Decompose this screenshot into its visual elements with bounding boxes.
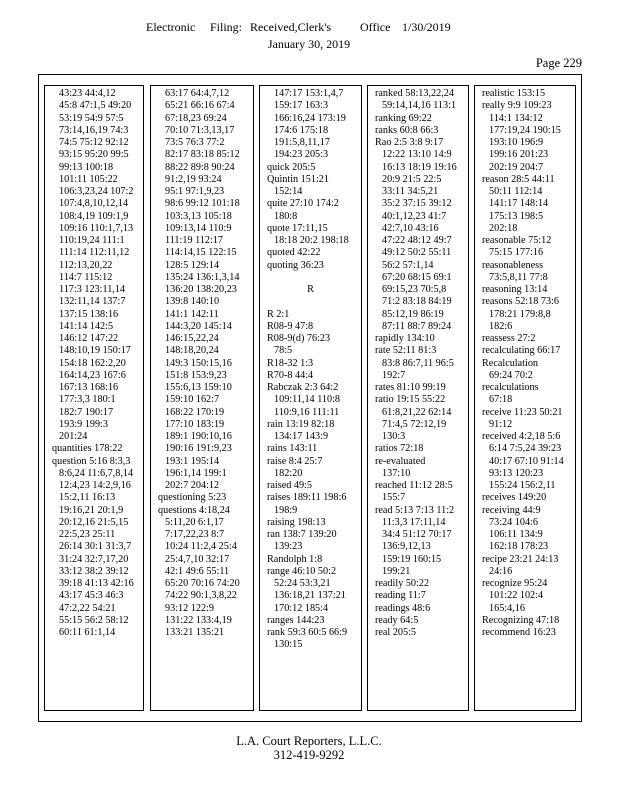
filing-word-filing: Filing:: [210, 20, 243, 34]
index-entry-line: 148:18,20,24: [165, 345, 219, 357]
index-entry-line: 170:12 185:4: [274, 602, 329, 614]
index-column-3: [259, 85, 362, 711]
index-entry-line: 159:17 163:3: [274, 100, 329, 112]
index-entry-line: 128:5 129:14: [165, 259, 220, 271]
index-letter-heading: R: [307, 284, 314, 295]
index-entry-line: 154:18 162:2,20: [59, 357, 126, 369]
index-entry-line: 199:21: [382, 565, 411, 577]
index-entry-line: 139:8 140:10: [165, 296, 220, 308]
index-entry-line: 109:16 110:1,7,13: [59, 222, 134, 234]
index-entry-line: 198:9: [274, 504, 298, 516]
index-entry-line: 134:17 143:9: [274, 431, 329, 442]
index-entry-line: 40:17 67:10 91:14: [489, 455, 564, 467]
index-entry-line: 63:17 64:4,7,12: [165, 88, 230, 99]
court-reporter-name: L.A. Court Reporters, L.L.C.: [236, 734, 382, 748]
index-column-5: [474, 85, 576, 711]
index-entry-line: 73:5 76:3 77:2: [165, 137, 225, 148]
index-entry-line: 199:16 201:23: [489, 149, 549, 161]
index-entry-line: 146:15,22,24: [165, 333, 219, 344]
page-number: Page 229: [535, 56, 582, 70]
index-entry-line: 190:16 191:9,23: [165, 443, 232, 455]
index-entry-line: 15:2,11 16:13: [59, 492, 116, 504]
index-entry-line: 42:7,10 43:16: [382, 222, 439, 234]
index-entry-line: 141:14 142:5: [59, 320, 114, 332]
index-entry-line: 130:15: [274, 639, 303, 651]
index-entry-line: recommend 16:23: [482, 627, 556, 638]
index-entry-line: 70:10 71:3,13,17: [165, 124, 235, 136]
index-entry-line: 112:13,20,22: [59, 259, 113, 271]
index-entry-line: 174:6 175:18: [274, 124, 329, 136]
index-entry-line: 164:14,23 167:6: [59, 369, 126, 381]
index-entry-line: 175:13 198:5: [489, 210, 544, 222]
index-entry-line: 177:3,3 180:1: [59, 394, 116, 406]
index-entry-line: Randolph 1:8: [267, 553, 323, 565]
index-entry-line: 182:7 190:17: [59, 406, 114, 418]
index-entry-line: 167:13 168:16: [59, 382, 119, 393]
index-entry-line: 136:9,12,13: [382, 541, 431, 553]
index-entry-line: 31:24 32:7,17,20: [59, 553, 129, 565]
index-entry-line: 192:7: [382, 369, 406, 381]
index-entry-line: 99:13 100:18: [59, 161, 114, 173]
index-entry-line: 6:14 7:5,24 39:23: [489, 443, 562, 455]
index-entry-line: 65:21 66:16 67:4: [165, 100, 235, 112]
index-entry-line: 147:17 153:1,4,7: [274, 88, 344, 99]
index-entry-line: 22:5,23 25:11: [59, 529, 116, 540]
index-entry-line: 74:5 75:12 92:12: [59, 137, 129, 148]
index-entry-line: [260, 272, 361, 284]
index-entry-line: 83:8 86:7,11 96:5: [382, 357, 454, 369]
index-entry-line: 10:24 11:2,4 25:4: [165, 541, 237, 553]
index-entry-line: 155:6,13 159:10: [165, 382, 232, 393]
index-entry-line: [260, 296, 361, 308]
filing-word-office: Office: [360, 20, 391, 34]
index-entry-line: 78:5: [274, 345, 293, 357]
index-entry-line: 131:22 133:4,19: [165, 614, 232, 626]
index-entry-line: rank 59:3 60:5 66:9: [267, 627, 348, 638]
index-entry-line: 75:15 177:16: [489, 247, 544, 259]
index-entry-line: 12:4,23 14:2,9,16: [59, 480, 131, 491]
filing-word-received: Received,Clerk's: [250, 20, 332, 34]
index-entry-line: 109:13,14 110:9: [165, 222, 232, 234]
index-entry-line: 162:18 178:23: [489, 541, 549, 553]
index-entry-line: 202:7 204:12: [165, 480, 220, 491]
index-entry-line: 35:2 37:15 39:12: [382, 198, 452, 210]
index-entry-line: 50:11 112:14: [489, 186, 543, 197]
index-entry-line: read 5:13 7:13 11:2: [375, 504, 455, 516]
index-entry-line: questioning 5:23: [158, 492, 227, 504]
index-entry-line: 49:12 50:2 55:11: [382, 247, 452, 259]
filing-word-electronic: Electronic: [146, 20, 196, 34]
index-entry-line: 52:24 53:3,21: [274, 578, 331, 589]
index-entry-line: raise 8:4 25:7: [267, 455, 323, 467]
index-entry-line: 135:24 136:1,3,14: [165, 271, 240, 283]
index-entry-line: receives 149:20: [482, 492, 547, 504]
index-entry-line: 67:20 68:15 69:1: [382, 271, 452, 283]
index-entry-line: 114:7 115:12: [59, 271, 113, 283]
index-entry-line: recalculating 66:17: [482, 345, 561, 357]
index-entry-line: 177:10 183:19: [165, 418, 225, 430]
index-entry-line: 88:22 89:8 90:24: [165, 161, 235, 173]
index-entry-line: 152:14: [274, 186, 303, 197]
index-entry-line: Rabczak 2:3 64:2: [267, 382, 339, 393]
index-entry-line: reading 11:7: [375, 590, 426, 602]
index-entry-line: 136:20 138:20,23: [165, 284, 237, 295]
index-entry-line: rates 81:10 99:19: [375, 382, 446, 393]
index-entry-line: 19:16,21 20:1,9: [59, 504, 124, 516]
index-entry-line: 47:22 48:12 49:7: [382, 235, 452, 246]
index-entry-line: ran 138:7 139:20: [267, 529, 337, 540]
index-entry-line: 87:11 88:7 89:24: [382, 320, 452, 332]
index-entry-line: quoting 36:23: [267, 259, 324, 271]
index-entry-line: 93:15 95:20 99:5: [59, 149, 129, 161]
index-entry-line: R18-32 1:3: [267, 357, 314, 369]
index-entry-line: 201:24: [59, 431, 88, 442]
index-entry-line: 11:3,3 17:11,14: [382, 516, 446, 528]
index-entry-line: 168:22 170:19: [165, 406, 225, 418]
index-entry-line: ratio 19:15 55:22: [375, 394, 446, 406]
index-entry-line: 45:8 47:1,5 49:20: [59, 100, 132, 112]
index-entry-line: received 4:2,18 5:6: [482, 431, 561, 442]
index-entry-line: reasoning 13:14: [482, 284, 548, 295]
index-entry-line: recognize 95:24: [482, 578, 548, 589]
index-entry-line: Rao 2:5 3:8 9:17: [375, 137, 444, 148]
index-entry-line: 47:2,22 54:21: [59, 602, 116, 614]
index-entry-line: 159:19 160:15: [382, 553, 442, 565]
index-entry-line: 106:3,23,24 107:2: [59, 186, 134, 197]
index-entry-line: 85:12,19 86:19: [382, 308, 444, 320]
index-entry-line: really 9:9 109:23: [482, 100, 552, 112]
index-entry-line: 34:4 51:12 70:17: [382, 529, 452, 540]
index-entry-line: 59:14,14,16 113:1: [382, 100, 457, 112]
index-entry-line: 56:2 57:1,14: [382, 259, 434, 271]
index-entry-line: 111:14 112:11,12: [59, 247, 130, 259]
index-entry-line: rate 52:11 81:3: [375, 345, 437, 357]
index-entry-line: rains 143:11: [267, 443, 318, 455]
index-entry-line: 144:3,20 145:14: [165, 320, 232, 332]
index-entry-line: 73:14,16,19 74:3: [59, 124, 129, 136]
index-entry-line: ratios 72:18: [375, 443, 424, 455]
index-entry-line: 110:9,16 111:11: [274, 406, 340, 418]
index-entry-line: quantities 178:22: [52, 443, 123, 455]
index-entry-line: 180:8: [274, 210, 298, 222]
index-entry-line: 193:1 195:14: [165, 455, 220, 467]
index-entry-line: receive 11:23 50:21: [482, 406, 563, 418]
index-entry-line: 43:23 44:4,12: [59, 88, 116, 99]
index-entry-line: 95:1 97:1,9,23: [165, 186, 225, 197]
index-entry-line: raised 49:5: [267, 480, 312, 491]
index-entry-line: 202:19 204:7: [489, 161, 544, 173]
index-entry-line: readings 48:6: [375, 602, 431, 614]
index-column-2: [150, 85, 254, 711]
index-entry-line: 71:2 83:18 84:19: [382, 296, 452, 308]
index-entry-line: reason 28:5 44:11: [482, 173, 555, 185]
index-entry-line: 178:21 179:8,8: [489, 308, 551, 320]
index-entry-line: 139:23: [274, 541, 303, 553]
index-entry-line: 91:2,19 93:24: [165, 173, 222, 185]
index-entry-line: range 46:10 50:2: [267, 565, 337, 577]
index-entry-line: 98:6 99:12 101:18: [165, 198, 240, 210]
index-entry-line: 177:19,24 190:15: [489, 124, 561, 136]
index-entry-line: 111:19 112:17: [165, 235, 224, 246]
index-entry-line: 61:8,21,22 62:14: [382, 406, 452, 418]
index-entry-line: quite 27:10 174:2: [267, 198, 339, 210]
index-entry-line: 146:12 147:22: [59, 333, 119, 344]
index-entry-line: 74:22 90:1,3,8,22: [165, 590, 237, 602]
index-entry-line: 108:4,19 109:1,9: [59, 210, 129, 222]
index-entry-line: 151:8 153:9,23: [165, 369, 227, 381]
index-entry-line: question 5:16 8:3,3: [52, 455, 131, 467]
index-entry-line: ranked 58:13,22,24: [375, 88, 454, 99]
index-entry-line: 73:24 104:6: [489, 516, 538, 528]
index-entry-line: 133:21 135:21: [165, 627, 225, 638]
footer: [0, 734, 618, 762]
index-entry-line: reasons 52:18 73:6: [482, 296, 559, 308]
index-entry-line: 71:4,5 72:12,19: [382, 418, 447, 430]
index-entry-line: 33:12 38:2 39:12: [59, 565, 129, 577]
index-entry-line: 103:3,13 105:18: [165, 210, 232, 222]
index-entry-line: 202:18: [489, 222, 518, 234]
index-entry-line: 43:17 45:3 46:3: [59, 590, 124, 602]
index-entry-line: ranges 144:23: [267, 614, 325, 626]
index-entry-line: 18:18 20:2 198:18: [274, 235, 349, 246]
index-entry-line: 7:17,22,23 8:7: [165, 529, 225, 540]
filing-word-date: 1/30/2019: [402, 20, 451, 34]
index-entry-line: 155:7: [382, 492, 406, 504]
index-entry-line: 194:23 205:3: [274, 149, 329, 161]
index-entry-line: 141:17 148:14: [489, 198, 549, 210]
index-entry-line: 148:10,19 150:17: [59, 345, 131, 357]
index-entry-line: 165:4,16: [489, 602, 525, 614]
index-entry-line: reasonableness: [482, 259, 544, 271]
index-entry-line: 40:1,12,23 41:7: [382, 210, 447, 222]
index-entry-line: 39:18 41:13 42:16: [59, 578, 134, 589]
index-entry-line: 55:15 56:2 58:12: [59, 614, 129, 626]
index-entry-line: ranks 60:8 66:3: [375, 124, 439, 136]
index-entry-line: 159:10 162:7: [165, 394, 220, 406]
index-entry-line: R70-8 44:4: [267, 369, 314, 381]
index-entry-line: 189:1 190:10,16: [165, 431, 232, 442]
index-entry-line: rain 13:19 82:18: [267, 418, 335, 430]
index-entry-line: ranking 69:22: [375, 112, 432, 124]
index-entry-line: 166:16,24 173:19: [274, 112, 346, 124]
index-entry-line: recalculations: [482, 382, 539, 393]
index-entry-line: 141:1 142:11: [165, 308, 219, 320]
filing-date: January 30, 2019: [267, 37, 351, 51]
index-entry-line: 82:17 83:18 85:12: [165, 149, 240, 161]
index-entry-line: rapidly 134:10: [375, 333, 435, 344]
filing-stamp-line: [146, 20, 451, 34]
index-entry-line: 114:14,15 122:15: [165, 247, 237, 259]
index-entry-line: 149:3 150:15,16: [165, 357, 232, 369]
index-entry-line: ready 64:5: [375, 614, 419, 626]
index-entry-line: 12:22 13:10 14:9: [382, 149, 452, 161]
index-entry-line: 106:11 134:9: [489, 529, 543, 540]
index-entry-line: 196:1,14 199:1: [165, 467, 227, 479]
index-entry-line: questions 4:18,24: [158, 504, 230, 516]
index-entry-line: 20:9 21:5 22:5: [382, 173, 442, 185]
index-entry-line: 130:3: [382, 431, 406, 442]
index-entry-line: 69:15,23 70:5,8: [382, 284, 447, 295]
index-entry-line: 137:15 138:16: [59, 308, 119, 320]
index-entry-line: raises 189:11 198:6: [267, 492, 347, 504]
index-entry-line: reached 11:12 28:5: [375, 480, 453, 491]
index-column-1: [44, 85, 144, 711]
index-entry-line: 107:4,8,10,12,14: [59, 198, 129, 210]
index-entry-line: 33:11 34:5,21: [382, 186, 439, 197]
index-entry-line: re-evaluated: [375, 455, 426, 467]
index-entry-line: receiving 44:9: [482, 504, 541, 516]
index-entry-line: raising 198:13: [267, 516, 326, 528]
index-entry-line: quoted 42:22: [267, 247, 321, 259]
index-entry-line: 182:20: [274, 467, 303, 479]
index-entry-line: 42:1 49:6 55:11: [165, 565, 230, 577]
index-entry-line: quote 17:11,15: [267, 222, 328, 234]
index-entry-line: 101:11 105:22: [59, 173, 118, 185]
index-entry-line: 191:5,8,11,17: [274, 137, 330, 148]
court-reporter-phone: 312-419-9292: [273, 748, 345, 762]
index-entry-line: 193:10 196:9: [489, 137, 544, 148]
index-column-4: [367, 85, 469, 711]
index-entry-line: 24:16: [489, 565, 513, 577]
index-entry-line: Recalculation: [482, 357, 539, 369]
index-entry-line: realistic 153:15: [482, 88, 546, 99]
index-entry-line: R08-9(d) 76:23: [267, 333, 331, 344]
index-entry-line: 60:11 61:1,14: [59, 627, 116, 638]
index-entry-line: quick 205:5: [267, 161, 316, 173]
index-entry-line: reasonable 75:12: [482, 235, 552, 246]
index-entry-line: 93:13 120:23: [489, 467, 544, 479]
index-entry-line: 132:11,14 137:7: [59, 296, 126, 308]
index-entry-line: R08-9 47:8: [267, 320, 314, 332]
index-entry-line: 93:12 122:9: [165, 602, 214, 614]
index-entry-line: 182:6: [489, 320, 513, 332]
index-entry-line: Recognizing 47:18: [482, 614, 560, 626]
index-entry-line: 117:3 123:11,14: [59, 284, 126, 295]
index-entry-line: 20:12,16 21:5,15: [59, 516, 129, 528]
index-entry-line: 114:1 134:12: [489, 112, 543, 124]
index-entry-line: 26:14 30:1 31:3,7: [59, 541, 132, 553]
index-entry-line: 53:19 54:9 57:5: [59, 112, 124, 124]
index-entry-line: 5:11,20 6:1,17: [165, 516, 224, 528]
word-index-box: [38, 74, 582, 722]
index-entry-line: reassess 27:2: [482, 333, 536, 344]
index-entry-line: 101:22 102:4: [489, 590, 544, 602]
index-entry-line: 67:18,23 69:24: [165, 112, 227, 124]
index-entry-line: 16:13 18:19 19:16: [382, 161, 457, 173]
index-entry-line: 136:18,21 137:21: [274, 590, 346, 602]
index-entry-line: real 205:5: [375, 627, 417, 638]
index-entry-line: 67:18: [489, 394, 513, 406]
index-entry-line: 65:20 70:16 74:20: [165, 578, 240, 589]
index-entry-line: 155:24 156:2,11: [489, 480, 556, 491]
index-entry-line: 137:10: [382, 467, 411, 479]
index-entry-line: 8:6,24 11:6,7,8,14: [59, 467, 134, 479]
index-entry-line: readily 50:22: [375, 578, 430, 589]
index-entry-line: 73:5,8,11 77:8: [489, 271, 548, 283]
index-entry-line: 193:9 199:3: [59, 418, 108, 430]
index-entry-line: recipe 23:21 24:13: [482, 553, 559, 565]
index-entry-line: 91:12: [489, 418, 513, 430]
index-entry-line: Quintin 151:21: [267, 173, 329, 185]
index-entry-line: 109:11,14 110:8: [274, 394, 341, 406]
index-entry-line: 69:24 70:2: [489, 369, 533, 381]
index-entry-line: R 2:1: [267, 308, 290, 320]
index-entry-line: 25:4,7,10 32:17: [165, 553, 230, 565]
index-entry-line: 110:19,24 111:1: [59, 235, 125, 246]
